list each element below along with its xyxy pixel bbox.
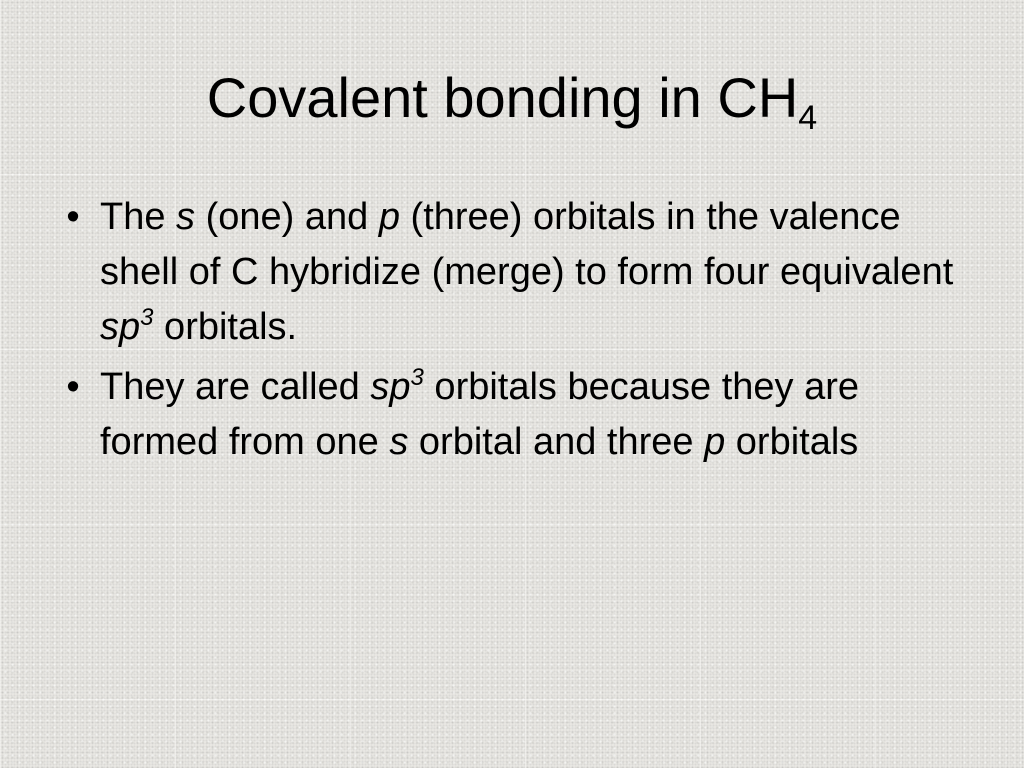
bullet-marker: • bbox=[66, 366, 80, 408]
bullet-list bbox=[58, 190, 958, 475]
text-run-italic: p bbox=[378, 196, 400, 238]
bullet-item-1 bbox=[58, 190, 958, 355]
text-run-superscript: 3 bbox=[410, 364, 424, 391]
text-run: orbitals because they are formed from one bbox=[100, 366, 860, 463]
text-run-superscript: 3 bbox=[140, 304, 154, 331]
text-run: They are called bbox=[100, 366, 371, 408]
bullet-text-1 bbox=[100, 190, 958, 355]
text-run-italic: sp bbox=[100, 306, 141, 348]
text-run-italic: s bbox=[176, 196, 196, 238]
text-run-italic: s bbox=[389, 421, 409, 463]
text-run: orbital and three bbox=[408, 421, 705, 463]
slide-title-subscript: 4 bbox=[798, 99, 818, 137]
text-run: (three) orbitals in the valence shell of C hybridize (merge) to form four equivalent bbox=[100, 196, 954, 293]
bullet-marker: • bbox=[66, 196, 80, 238]
slide-title-text: Covalent bonding in CH bbox=[206, 66, 799, 129]
slide-title bbox=[0, 58, 1024, 138]
bullet-text-2 bbox=[100, 360, 958, 470]
text-run: orbitals bbox=[725, 421, 859, 463]
text-run: (one) and bbox=[195, 196, 379, 238]
text-run-italic: sp bbox=[370, 366, 411, 408]
text-run: The bbox=[100, 196, 177, 238]
text-run-italic: p bbox=[704, 421, 726, 463]
text-run: orbitals. bbox=[153, 306, 298, 348]
bullet-item-2 bbox=[58, 360, 958, 470]
